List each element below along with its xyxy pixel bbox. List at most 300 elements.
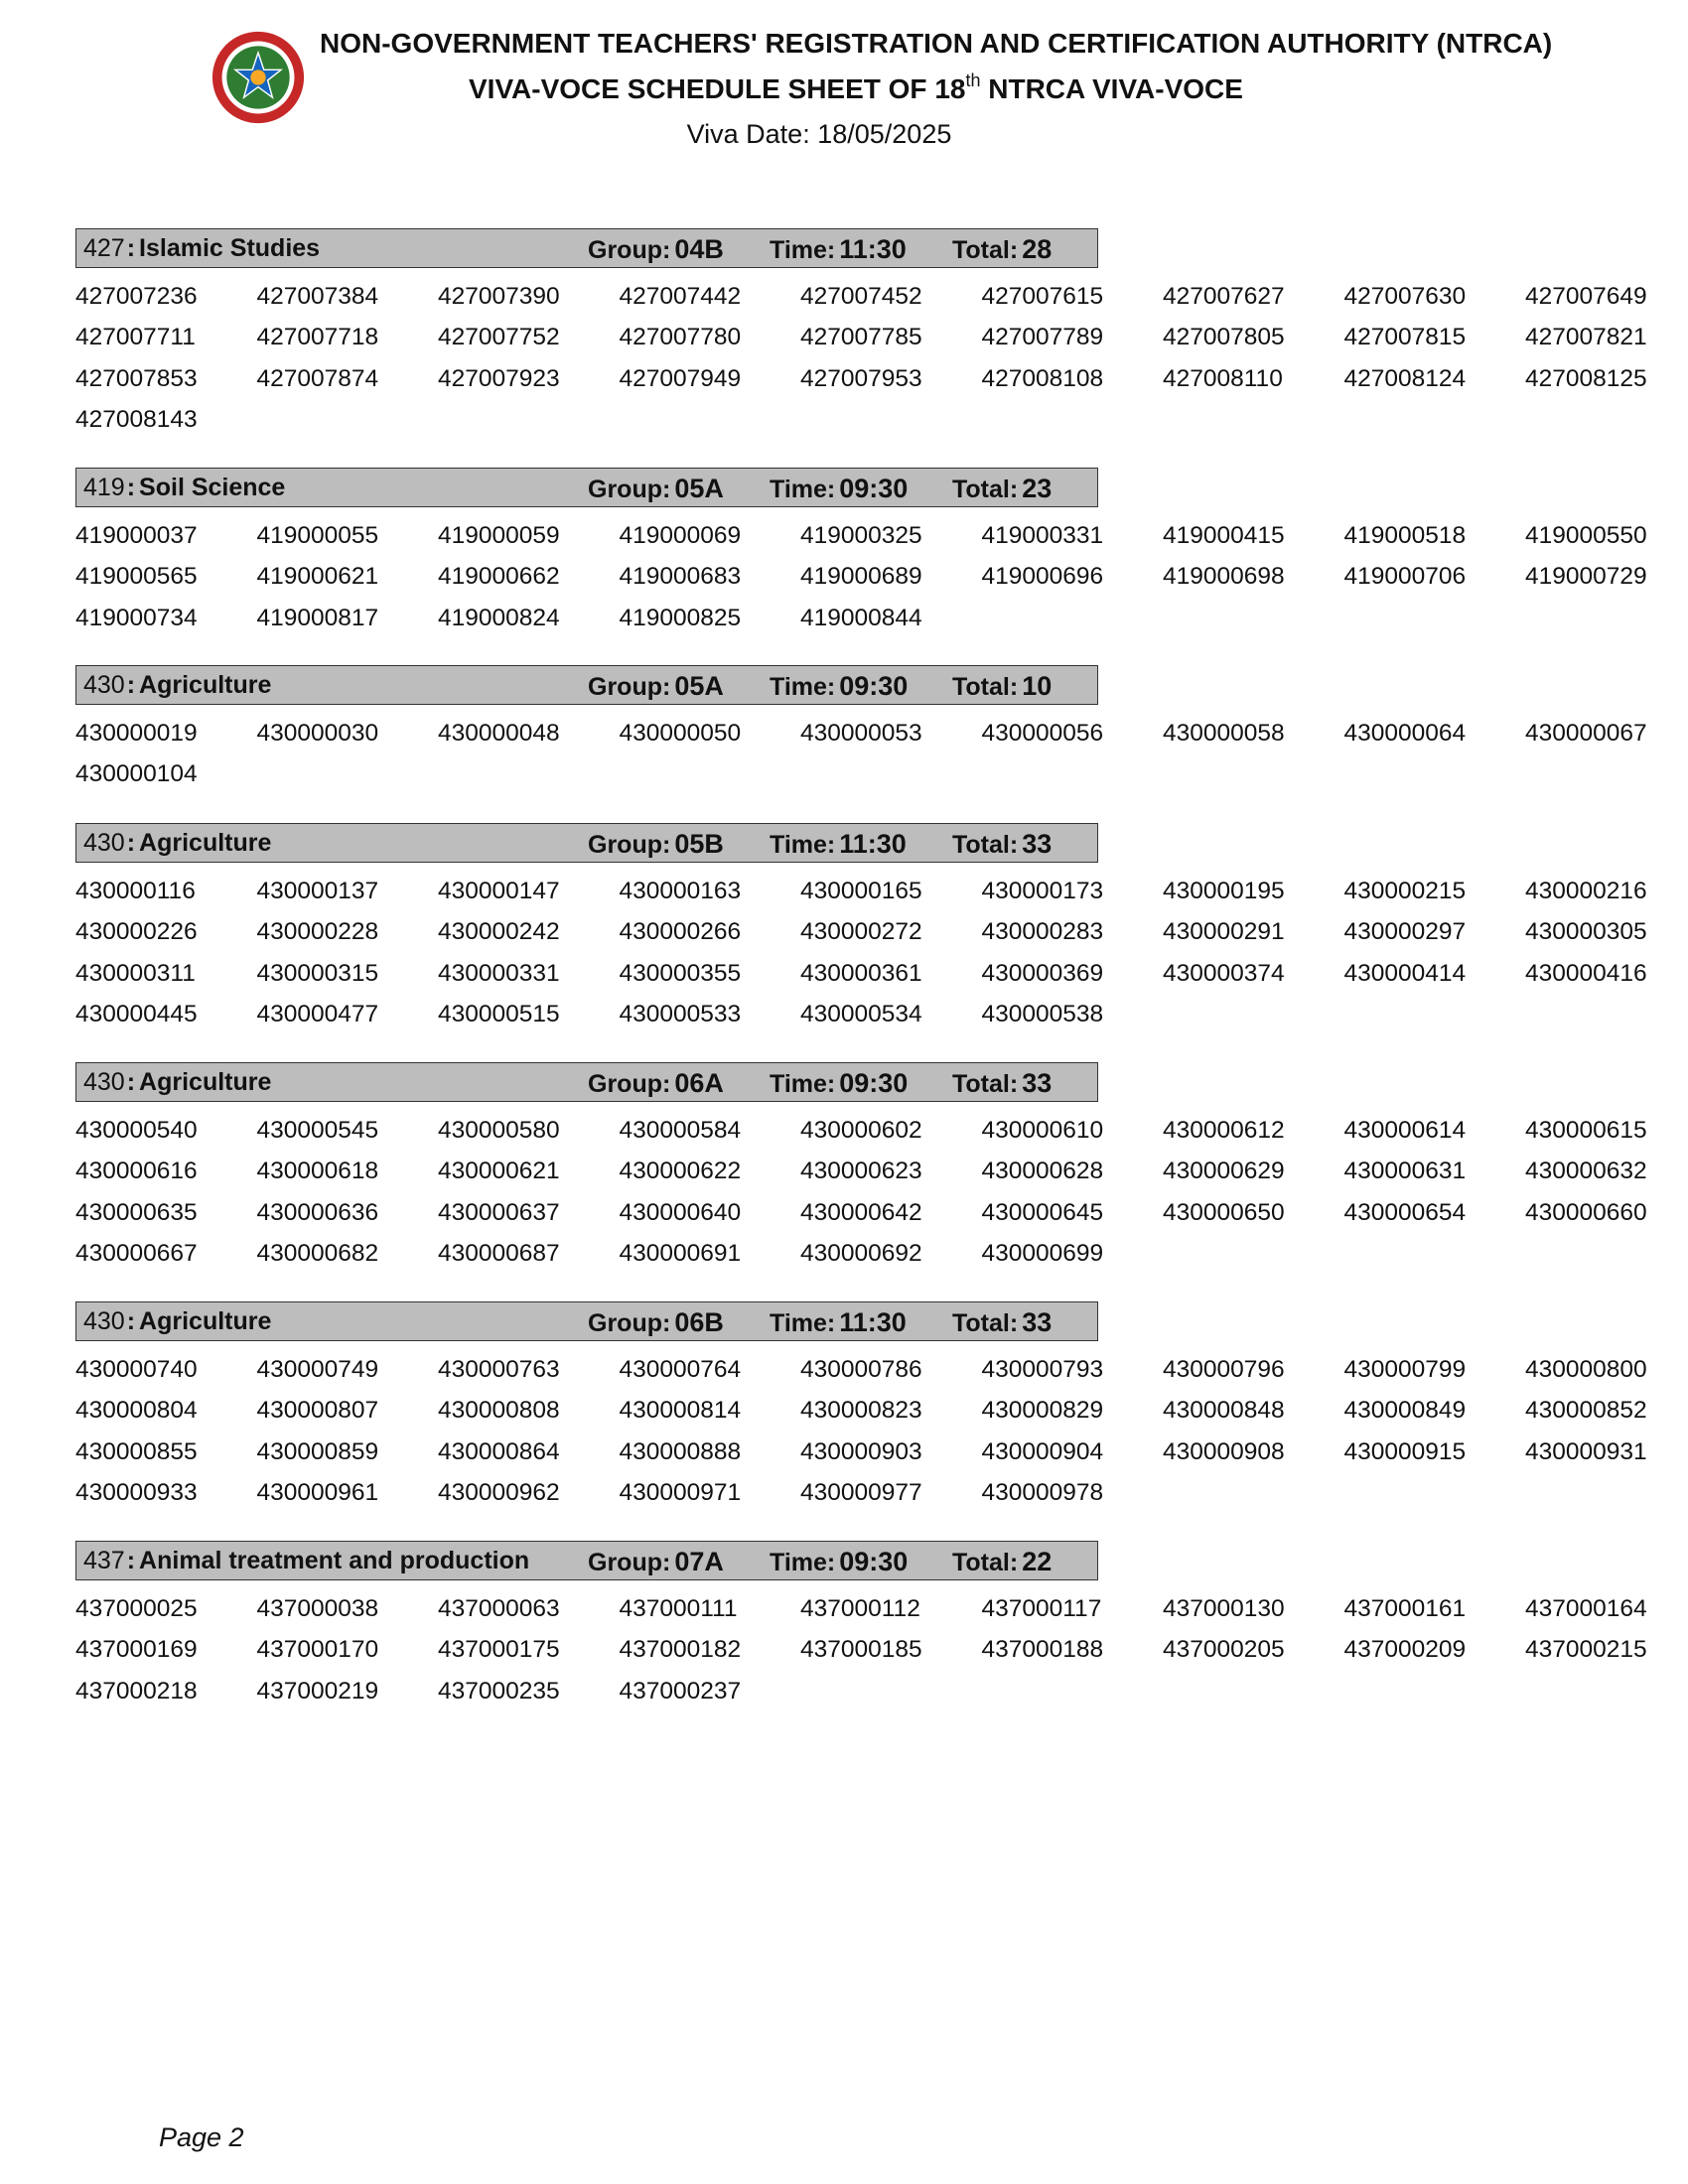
time-value: 11:30 (839, 829, 907, 859)
roll-number: 430000682 (256, 1239, 379, 1267)
roll-number: 430000654 (1343, 1198, 1467, 1226)
time-field (770, 671, 908, 702)
subject-name: Animal treatment and production (139, 1547, 530, 1574)
roll-number: 427007923 (438, 364, 560, 392)
roll-number: 430000786 (800, 1356, 922, 1383)
roll-number: 430000616 (75, 1158, 198, 1185)
section-header (75, 1062, 1098, 1102)
roll-number: 419000683 (619, 563, 742, 591)
total-value: 33 (1022, 1307, 1053, 1337)
roll-number: 430000533 (619, 1000, 742, 1027)
code-separator: : (126, 234, 136, 262)
section-2 (75, 665, 1664, 795)
roll-number: 430000048 (438, 720, 560, 747)
roll-number: 427007815 (1343, 324, 1467, 351)
roll-number: 430000823 (800, 1397, 922, 1425)
roll-number: 430000515 (438, 1000, 560, 1027)
group-field (588, 1068, 724, 1099)
roll-number: 430000272 (800, 918, 922, 946)
roll-number: 427007236 (75, 283, 198, 310)
roll-number: 430000740 (75, 1356, 198, 1383)
total-value: 23 (1022, 474, 1053, 503)
roll-number: 430000058 (1163, 720, 1285, 747)
roll-number: 427007789 (981, 324, 1104, 351)
roll-number: 430000855 (75, 1437, 198, 1465)
roll-number: 430000614 (1343, 1117, 1467, 1144)
total-label: Total: (952, 476, 1019, 503)
roll-number: 430000978 (981, 1478, 1104, 1506)
roll-number: 427007785 (800, 324, 922, 351)
schedule-title-ordinal: th (965, 70, 981, 90)
total-field (952, 671, 1052, 702)
subject-code-line (83, 1068, 271, 1097)
roll-number: 430000374 (1163, 959, 1285, 987)
roll-number: 437000237 (619, 1677, 742, 1705)
total-label: Total: (952, 236, 1019, 264)
time-value: 11:30 (839, 1307, 907, 1337)
time-label: Time: (770, 831, 836, 859)
roll-number-list (75, 1110, 1664, 1274)
roll-number: 419000825 (619, 604, 742, 631)
roll-number: 427008143 (75, 405, 198, 433)
subject-code: 430 (83, 829, 125, 857)
roll-number: 430000621 (438, 1158, 560, 1185)
roll-number: 427008108 (981, 364, 1104, 392)
roll-number: 430000540 (75, 1117, 198, 1144)
roll-number: 430000799 (1343, 1356, 1467, 1383)
subject-code-line (83, 671, 271, 700)
roll-number: 430000667 (75, 1239, 198, 1267)
subject-code-line (83, 829, 271, 858)
roll-number: 419000698 (1163, 563, 1285, 591)
section-0 (75, 228, 1664, 440)
group-value: 06B (674, 1307, 724, 1337)
roll-number: 419000844 (800, 604, 922, 631)
roll-number: 430000019 (75, 720, 198, 747)
total-field (952, 474, 1052, 504)
group-field (588, 1547, 724, 1577)
group-field (588, 1307, 724, 1338)
section-3 (75, 823, 1664, 1034)
roll-number: 419000325 (800, 522, 922, 549)
roll-number: 427007949 (619, 364, 742, 392)
roll-number: 437000038 (256, 1595, 379, 1622)
roll-number: 430000215 (1343, 878, 1467, 904)
subject-code: 419 (83, 474, 125, 501)
roll-number: 430000807 (256, 1397, 379, 1425)
section-header (75, 665, 1098, 705)
roll-number: 430000888 (619, 1437, 742, 1465)
roll-number: 427007630 (1343, 283, 1467, 310)
group-label: Group: (588, 236, 671, 264)
roll-number: 437000182 (619, 1636, 742, 1664)
roll-number: 430000645 (981, 1198, 1104, 1226)
roll-number: 419000734 (75, 604, 198, 631)
roll-number: 430000283 (981, 918, 1104, 946)
roll-number: 430000116 (75, 878, 196, 904)
group-label: Group: (588, 831, 671, 859)
code-separator: : (126, 671, 136, 699)
total-label: Total: (952, 1549, 1019, 1576)
roll-number: 430000266 (619, 918, 742, 946)
roll-number: 419000055 (256, 522, 379, 549)
roll-number: 430000163 (619, 878, 742, 904)
roll-number: 427008125 (1525, 364, 1647, 392)
code-separator: : (126, 1307, 136, 1335)
code-separator: : (126, 829, 136, 857)
time-field (770, 829, 907, 860)
group-value: 07A (674, 1547, 724, 1576)
subject-code-line (83, 1307, 271, 1336)
roll-number: 437000209 (1343, 1636, 1467, 1664)
roll-number: 430000852 (1525, 1397, 1647, 1425)
group-value: 05B (674, 829, 724, 859)
roll-number: 430000793 (981, 1356, 1104, 1383)
total-field (952, 829, 1052, 860)
roll-number: 430000687 (438, 1239, 560, 1267)
time-field (770, 474, 908, 504)
roll-number: 430000477 (256, 1000, 379, 1027)
roll-number: 437000164 (1525, 1595, 1647, 1622)
schedule-title-suffix: NTRCA VIVA-VOCE (980, 73, 1243, 104)
roll-number: 430000629 (1163, 1158, 1285, 1185)
time-field (770, 234, 907, 265)
roll-number: 437000205 (1163, 1636, 1285, 1664)
section-5 (75, 1301, 1664, 1513)
roll-number: 430000242 (438, 918, 560, 946)
roll-number: 427007821 (1525, 324, 1647, 351)
roll-number: 430000650 (1163, 1198, 1285, 1226)
roll-number: 419000817 (256, 604, 379, 631)
roll-number: 430000414 (1343, 959, 1467, 987)
roll-number: 427007953 (800, 364, 922, 392)
schedule-title-prefix: VIVA-VOCE SCHEDULE SHEET OF 18 (469, 73, 966, 104)
roll-number: 437000170 (256, 1636, 379, 1664)
roll-number: 419000824 (438, 604, 560, 631)
time-field (770, 1068, 908, 1099)
roll-number: 427007853 (75, 364, 198, 392)
roll-number: 419000696 (981, 563, 1104, 591)
roll-number: 427007615 (981, 283, 1104, 310)
roll-number: 430000445 (75, 1000, 198, 1027)
subject-name: Agriculture (139, 671, 272, 699)
subject-code-line (83, 234, 320, 263)
roll-number: 430000796 (1163, 1356, 1285, 1383)
roll-number: 430000580 (438, 1117, 560, 1144)
roll-number: 427007718 (256, 324, 379, 351)
roll-number: 430000804 (75, 1397, 198, 1425)
subject-code: 430 (83, 671, 125, 699)
roll-number: 430000908 (1163, 1437, 1285, 1465)
roll-number: 430000903 (800, 1437, 922, 1465)
group-label: Group: (588, 1070, 671, 1098)
roll-number: 419000662 (438, 563, 560, 591)
roll-number: 437000188 (981, 1636, 1104, 1664)
group-value: 04B (674, 234, 724, 264)
authority-title: NON-GOVERNMENT TEACHERS' REGISTRATION AND CERTIFICATION AUTHORITY (NTRCA) (320, 28, 1553, 59)
time-label: Time: (770, 673, 836, 701)
subject-code: 430 (83, 1307, 125, 1335)
roll-number: 437000111 (619, 1595, 738, 1622)
roll-number: 430000618 (256, 1158, 379, 1185)
roll-number: 430000147 (438, 878, 560, 904)
roll-number: 430000849 (1343, 1397, 1467, 1425)
time-label: Time: (770, 1549, 836, 1576)
roll-number-list (75, 871, 1664, 1034)
roll-number: 427007442 (619, 283, 742, 310)
section-header (75, 1301, 1098, 1341)
total-value: 22 (1022, 1547, 1053, 1576)
time-label: Time: (770, 1070, 836, 1098)
viva-date-label: Viva Date: (686, 119, 810, 149)
subject-name: Agriculture (139, 1307, 272, 1335)
roll-number: 430000915 (1343, 1437, 1467, 1465)
roll-number: 419000621 (256, 563, 379, 591)
group-value: 05A (674, 474, 724, 503)
group-label: Group: (588, 1549, 671, 1576)
section-4 (75, 1062, 1664, 1274)
total-value: 33 (1022, 1068, 1053, 1098)
section-header (75, 468, 1098, 507)
group-field (588, 829, 724, 860)
roll-number: 430000971 (619, 1478, 742, 1506)
roll-number-list (75, 713, 1664, 795)
time-label: Time: (770, 476, 836, 503)
roll-number: 430000195 (1163, 878, 1285, 904)
roll-number: 430000931 (1525, 1437, 1647, 1465)
time-label: Time: (770, 236, 836, 264)
group-field (588, 474, 724, 504)
roll-number: 437000215 (1525, 1636, 1647, 1664)
roll-number-list (75, 1588, 1664, 1711)
total-label: Total: (952, 1309, 1019, 1337)
roll-number: 419000706 (1343, 563, 1467, 591)
roll-number: 437000025 (75, 1595, 198, 1622)
total-field (952, 1547, 1052, 1577)
roll-number: 419000069 (619, 522, 742, 549)
roll-number: 430000610 (981, 1117, 1104, 1144)
roll-number: 430000623 (800, 1158, 922, 1185)
roll-number: 430000763 (438, 1356, 560, 1383)
roll-number: 430000315 (256, 959, 379, 987)
code-separator: : (126, 1068, 136, 1096)
roll-number: 427008110 (1163, 364, 1283, 392)
roll-number: 437000235 (438, 1677, 560, 1705)
roll-number: 430000226 (75, 918, 198, 946)
viva-date-value: 18/05/2025 (817, 119, 952, 149)
roll-number: 430000640 (619, 1198, 742, 1226)
group-label: Group: (588, 673, 671, 701)
total-field (952, 1307, 1052, 1338)
roll-number: 430000800 (1525, 1356, 1647, 1383)
page-number: Page 2 (159, 2122, 244, 2152)
roll-number: 427008124 (1343, 364, 1467, 392)
total-label: Total: (952, 831, 1019, 859)
group-field (588, 671, 724, 702)
time-value: 11:30 (839, 234, 907, 264)
roll-number: 430000602 (800, 1117, 922, 1144)
roll-number: 427007780 (619, 324, 742, 351)
roll-number: 430000067 (1525, 720, 1647, 747)
roll-number-list (75, 515, 1664, 638)
roll-number: 430000064 (1343, 720, 1467, 747)
roll-number: 419000550 (1525, 522, 1647, 549)
roll-number: 427007805 (1163, 324, 1285, 351)
roll-number: 430000228 (256, 918, 379, 946)
roll-number: 427007390 (438, 283, 560, 310)
roll-number: 430000297 (1343, 918, 1467, 946)
roll-number: 430000961 (256, 1478, 379, 1506)
group-label: Group: (588, 1309, 671, 1337)
roll-number: 430000622 (619, 1158, 742, 1185)
roll-number: 427007384 (256, 283, 379, 310)
roll-number: 437000219 (256, 1677, 379, 1705)
section-header (75, 1541, 1098, 1580)
roll-number: 430000545 (256, 1117, 379, 1144)
total-value: 33 (1022, 829, 1053, 859)
time-value: 09:30 (839, 474, 909, 503)
roll-number: 419000037 (75, 522, 198, 549)
total-label: Total: (952, 1070, 1019, 1098)
subject-code-line (83, 1547, 529, 1575)
total-value: 28 (1022, 234, 1053, 264)
roll-number: 430000173 (981, 878, 1104, 904)
roll-number: 430000632 (1525, 1158, 1647, 1185)
roll-number: 427007452 (800, 283, 922, 310)
total-field (952, 1068, 1052, 1099)
roll-number: 430000814 (619, 1397, 742, 1425)
roll-number: 430000291 (1163, 918, 1285, 946)
total-value: 10 (1022, 671, 1053, 701)
time-value: 09:30 (839, 1547, 909, 1576)
roll-number: 427007711 (75, 324, 196, 351)
subject-code: 437 (83, 1547, 125, 1574)
roll-number: 430000749 (256, 1356, 379, 1383)
roll-number: 430000933 (75, 1478, 198, 1506)
time-field (770, 1547, 908, 1577)
roll-number: 430000311 (75, 959, 196, 987)
section-6 (75, 1541, 1664, 1711)
roll-number: 437000130 (1163, 1595, 1285, 1622)
roll-number: 430000637 (438, 1198, 560, 1226)
roll-number-list (75, 276, 1664, 440)
subject-name: Soil Science (139, 474, 286, 501)
roll-number: 430000829 (981, 1397, 1104, 1425)
group-value: 05A (674, 671, 724, 701)
subject-name: Agriculture (139, 829, 272, 857)
code-separator: : (126, 1547, 136, 1574)
roll-number: 430000962 (438, 1478, 560, 1506)
roll-number: 430000904 (981, 1437, 1104, 1465)
roll-number: 430000355 (619, 959, 742, 987)
section-header (75, 228, 1098, 268)
roll-number: 430000331 (438, 959, 560, 987)
roll-number: 430000636 (256, 1198, 379, 1226)
roll-number: 430000808 (438, 1397, 560, 1425)
roll-number: 430000631 (1343, 1158, 1467, 1185)
roll-number: 437000218 (75, 1677, 198, 1705)
roll-number: 419000059 (438, 522, 560, 549)
roll-number: 430000699 (981, 1239, 1104, 1267)
group-field (588, 234, 724, 265)
roll-number: 427007649 (1525, 283, 1647, 310)
roll-number: 430000216 (1525, 878, 1647, 904)
roll-number: 437000175 (438, 1636, 560, 1664)
roll-number: 430000848 (1163, 1397, 1285, 1425)
roll-number: 430000053 (800, 720, 922, 747)
roll-number: 430000165 (800, 878, 922, 904)
roll-number: 430000137 (256, 878, 379, 904)
roll-number: 430000056 (981, 720, 1104, 747)
roll-number: 430000859 (256, 1437, 379, 1465)
subject-code: 430 (83, 1068, 125, 1096)
time-field (770, 1307, 907, 1338)
subject-code-line (83, 474, 285, 502)
roll-number: 430000369 (981, 959, 1104, 987)
time-value: 09:30 (839, 671, 909, 701)
time-label: Time: (770, 1309, 836, 1337)
roll-number: 430000538 (981, 1000, 1104, 1027)
group-label: Group: (588, 476, 671, 503)
roll-number: 430000615 (1525, 1117, 1647, 1144)
roll-number: 419000729 (1525, 563, 1647, 591)
roll-number: 430000050 (619, 720, 742, 747)
section-1 (75, 468, 1664, 638)
subject-name: Agriculture (139, 1068, 272, 1096)
roll-number: 427007752 (438, 324, 560, 351)
roll-number: 430000416 (1525, 959, 1647, 987)
roll-number: 430000864 (438, 1437, 560, 1465)
roll-number: 430000692 (800, 1239, 922, 1267)
roll-number: 430000628 (981, 1158, 1104, 1185)
roll-number-list (75, 1349, 1664, 1513)
roll-number: 430000660 (1525, 1198, 1647, 1226)
subject-name: Islamic Studies (139, 234, 321, 262)
roll-number: 437000063 (438, 1595, 560, 1622)
roll-number: 430000977 (800, 1478, 922, 1506)
roll-number: 437000161 (1343, 1595, 1467, 1622)
roll-number: 419000415 (1163, 522, 1285, 549)
roll-number: 437000112 (800, 1595, 920, 1622)
section-header (75, 823, 1098, 863)
roll-number: 437000185 (800, 1636, 922, 1664)
roll-number: 430000030 (256, 720, 379, 747)
roll-number: 419000518 (1343, 522, 1467, 549)
total-field (952, 234, 1052, 265)
roll-number: 430000534 (800, 1000, 922, 1027)
roll-number: 430000635 (75, 1198, 198, 1226)
roll-number: 430000612 (1163, 1117, 1285, 1144)
roll-number: 430000584 (619, 1117, 742, 1144)
roll-number: 430000361 (800, 959, 922, 987)
roll-number: 437000169 (75, 1636, 198, 1664)
roll-number: 430000305 (1525, 918, 1647, 946)
roll-number: 427007874 (256, 364, 379, 392)
roll-number: 430000764 (619, 1356, 742, 1383)
subject-code: 427 (83, 234, 125, 262)
roll-number: 419000689 (800, 563, 922, 591)
code-separator: : (126, 474, 136, 501)
time-value: 09:30 (839, 1068, 909, 1098)
roll-number: 430000642 (800, 1198, 922, 1226)
roll-number: 419000331 (981, 522, 1104, 549)
roll-number: 419000565 (75, 563, 198, 591)
total-label: Total: (952, 673, 1019, 701)
roll-number: 427007627 (1163, 283, 1285, 310)
roll-number: 430000104 (75, 760, 198, 788)
roll-number: 430000691 (619, 1239, 742, 1267)
roll-number: 437000117 (981, 1595, 1102, 1622)
